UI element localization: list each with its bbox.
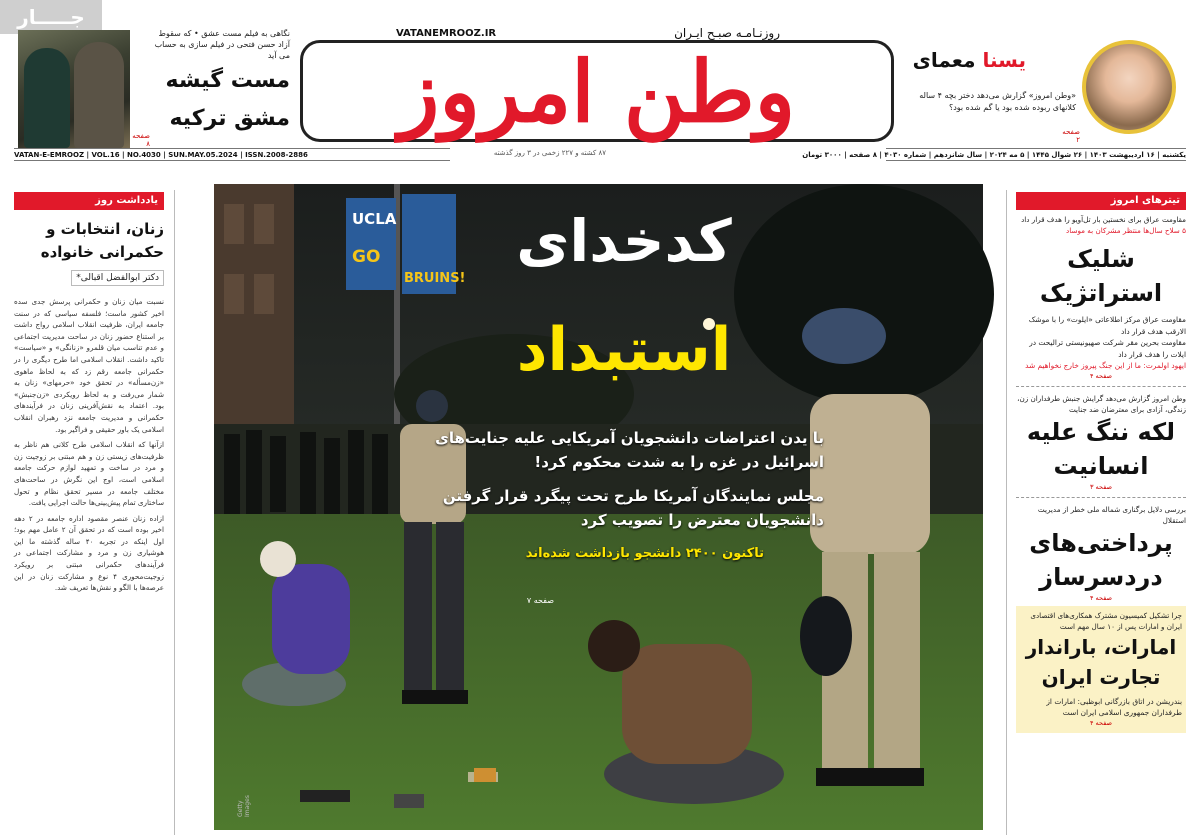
story-4-headline[interactable]: امارات، باراندار تجارت ایران bbox=[1025, 634, 1177, 689]
story-1-bullet: مقاومت بحرین مقر شرکت صهیونیستی ترالیحت در ایلات را هدف قرار داد bbox=[1029, 338, 1186, 359]
story-1-headline[interactable]: شلیک استراتژیک bbox=[1039, 245, 1163, 307]
story-1-intro-red: ۵ سلاح سال‌ها منتظر مشرکان به موساد bbox=[1066, 226, 1186, 235]
banner-text-ucla: UCLA bbox=[352, 210, 397, 228]
main-subhead-3: تاکنون ۲۴۰۰ دانشجو بازداشت شده‌اند bbox=[525, 546, 764, 561]
newspaper-logo[interactable]: وطن امروز bbox=[398, 42, 796, 141]
editorial-paragraph: نسبت میان زنان و حکمرانی پرسش جدی سده اخیر کشور ماست؛ فلسفه سیاسی که در سنت جامعه ایران، ظرفیت انقلاب اسلامی رواج داشت بر استناع حضور زنان در ساحت مدیریت اجتماعی و عدم تناسب میان قلمرو «زنانگی» و «سیاست» تاکید داشت. انقلاب اسلامی اما طرح دیگری را در حکمرانی جامعه رقم زد که به لحاظ ماهوی «زن‌مسأله» در تحقق خود «حرمهای» زنان ‌به شمار می‌رفت و به لحاظ رویکردی «زن‌جنبش» بود. اعتماد به نقش‌آفرینی زنان در فرآیندهای حکمرانی و مدیریت جامعه نزد رهبران انقلاب اسلامی یک باور حقیقی و فراگیر بود. bbox=[14, 297, 164, 434]
main-page-ref: صفحه ۷ bbox=[526, 596, 554, 605]
story-2-headline[interactable]: لکه ننگ علیه انسانیت bbox=[1026, 417, 1176, 480]
story-2-intro: وطن امروز گزارش می‌دهد گرایش جنبش طرفداران زن، زندگی، آزادی برای معترضان ضد جنایت bbox=[1017, 393, 1186, 414]
editorial-column bbox=[14, 192, 164, 832]
column-divider-right bbox=[1006, 190, 1007, 835]
story-4-box bbox=[1016, 606, 1186, 733]
editorial-paragraph: ازآنها که انقلاب اسلامی طرح کلانی هم ناظر به ظرفیت‌های زیستی زن و هم مبتنی بر زوجیت زن و مرد در ساخت و تمهید لوازم حرکت جامعه اسلامی است، اوج این نگرش در ساحت‌های مختلف جامعه در مسیر تحقق نظام و تحول ساختاری تمام پیش‌بینی‌ها حالت اجرایی یافت. bbox=[14, 440, 164, 508]
editorial-author: دکتر ابوالفضل اقبالی* bbox=[71, 270, 164, 286]
top-right-page-ref: صفحه ۲ bbox=[1062, 128, 1080, 144]
top-left-teaser: نگاهی به فیلم مست عشق • که سقوط آزاد حسن فتحی در فیلم سازی به حساب می آید bbox=[154, 29, 290, 60]
child-portrait-photo bbox=[1082, 40, 1176, 134]
story-4-page-ref: صفحه ۴ bbox=[1089, 718, 1113, 727]
top-right-headline-red: یسنا bbox=[982, 48, 1026, 72]
editorial-body bbox=[14, 296, 164, 594]
top-right-headline[interactable] bbox=[906, 48, 1026, 72]
issue-info-mid: ۸۷ کشته و ۲۲۷ زخمی در ۳ روز گذشته bbox=[493, 149, 606, 157]
column-divider-left bbox=[174, 190, 175, 835]
main-headline-yellow[interactable]: استبداد bbox=[516, 315, 732, 385]
movie-still-photo bbox=[18, 30, 130, 148]
story-3-page-ref: صفحه ۴ bbox=[1089, 593, 1113, 602]
main-subhead-1: با یدن اعتراضات دانشجویان آمریکایی علیه جنایت‌های اسرائیل در غزه را به شدت محکوم کرد! bbox=[435, 429, 824, 471]
editorial-title[interactable]: زنان، انتخابات و حکمرانی خانواده bbox=[40, 220, 164, 261]
banner-text-go: GO bbox=[352, 247, 381, 267]
tagline: روزنـامـه صبـح ایـران bbox=[674, 26, 780, 40]
story-1-intro: مقاومت عراق برای نخستین بار تل‌آویو را هدف قرار داد bbox=[1021, 215, 1186, 224]
top-left-headline-1[interactable]: مست گیشه bbox=[165, 68, 290, 93]
banner-text-bruins: BRUINS! bbox=[404, 271, 466, 286]
headlines-column bbox=[1016, 192, 1186, 832]
main-news-photo[interactable] bbox=[214, 184, 983, 830]
main-subhead-2: مجلس نمایندگان آمریکا طرح تحت پیگرد قرار گرفتن دانشجویان معترض را تصویب کرد bbox=[442, 487, 824, 529]
editorial-paragraph: ازاده زنان عنصر مقصود اداره جامعه در ۲ دهه اخیر بوده است که در تحقق آن ۲ عامل مهم بود؛ اول اینکه در تجربه ۴۰ ساله گذشته ما این هوشیاری زن و مرد و مشارکت اجتماعی در فرآیندهای حکمرانی مبتنی بر رویکرد زوجیت‌محوری ۴ نوع و مشارکت زنان در این عرصه‌ها با الگو و نقش‌ها تعریف شد. bbox=[14, 513, 164, 593]
top-left-headline-2[interactable]: مشق ترکیه bbox=[169, 106, 290, 131]
separator bbox=[1016, 497, 1186, 498]
story-1-bullets bbox=[1016, 314, 1186, 372]
top-right-headline-plain: معمای bbox=[912, 48, 976, 72]
figure-right bbox=[74, 42, 124, 148]
site-url[interactable]: VATANEMROOZ.IR bbox=[396, 28, 497, 39]
story-4-bullet: بندریشن در اتاق بازرگانی ابوظبی: امارات از طرفداران جمهوری اسلامی ایران است bbox=[1046, 696, 1182, 717]
photo-credit: Getty Images bbox=[237, 795, 251, 817]
editorial-label: یادداشت روز bbox=[14, 192, 164, 210]
story-2-page-ref: صفحه ۳ bbox=[1089, 482, 1113, 491]
story-1-bullet: مقاومت عراق مرکز اطلاعاتی «ایلوت» را با موشک الارقب هدف قرار داد bbox=[1028, 315, 1186, 336]
issue-info-latin: VATAN-E-EMROOZ | VOL.16 | NO.4030 | SUN.MAY.05.2024 | ISSN.2008-2886 bbox=[14, 148, 450, 161]
top-right-teaser: «وطن امروز» گزارش می‌دهد دختر بچه ۴ ساله کلانهای ربوده شده بود یا گم شده بود؟ bbox=[919, 91, 1076, 112]
story-3-headline[interactable]: پرداختی‌های دردسرساز bbox=[1029, 528, 1173, 591]
main-headline-white[interactable]: کدخدای bbox=[516, 207, 732, 275]
story-3-intro: بررسی دلایل برگناری شماله ملی خطر از مدیریت استقلال bbox=[1037, 504, 1186, 525]
issue-info-persian: یکشنبه | ۱۶ اردیبهشت ۱۴۰۳ | ۲۶ شوال ۱۴۴۵ | ۵ مه ۲۰۲۴ | سال شانزدهم | شماره ۴۰۳۰ | ۸ صفحه | ۳۰۰۰ تومان bbox=[886, 148, 1186, 161]
figure-left bbox=[24, 48, 70, 148]
story-1-bullet-red: ایهود اولمرت: ما از این جنگ پیروز خارج نخواهیم شد bbox=[1025, 361, 1186, 370]
watermark-logo: جـــــار bbox=[0, 0, 102, 34]
headlines-label: تیترهای امروز bbox=[1016, 192, 1186, 210]
story-4-intro: چرا تشکیل کمیسیون مشترک همکاری‌های اقتصادی ایران و امارات پس از ۱۰ سال مهم است bbox=[1030, 610, 1182, 631]
top-left-page-ref: صفحه ۸ bbox=[132, 132, 150, 148]
separator bbox=[1016, 386, 1186, 387]
story-1-page-ref: صفحه ۴ bbox=[1089, 371, 1113, 380]
